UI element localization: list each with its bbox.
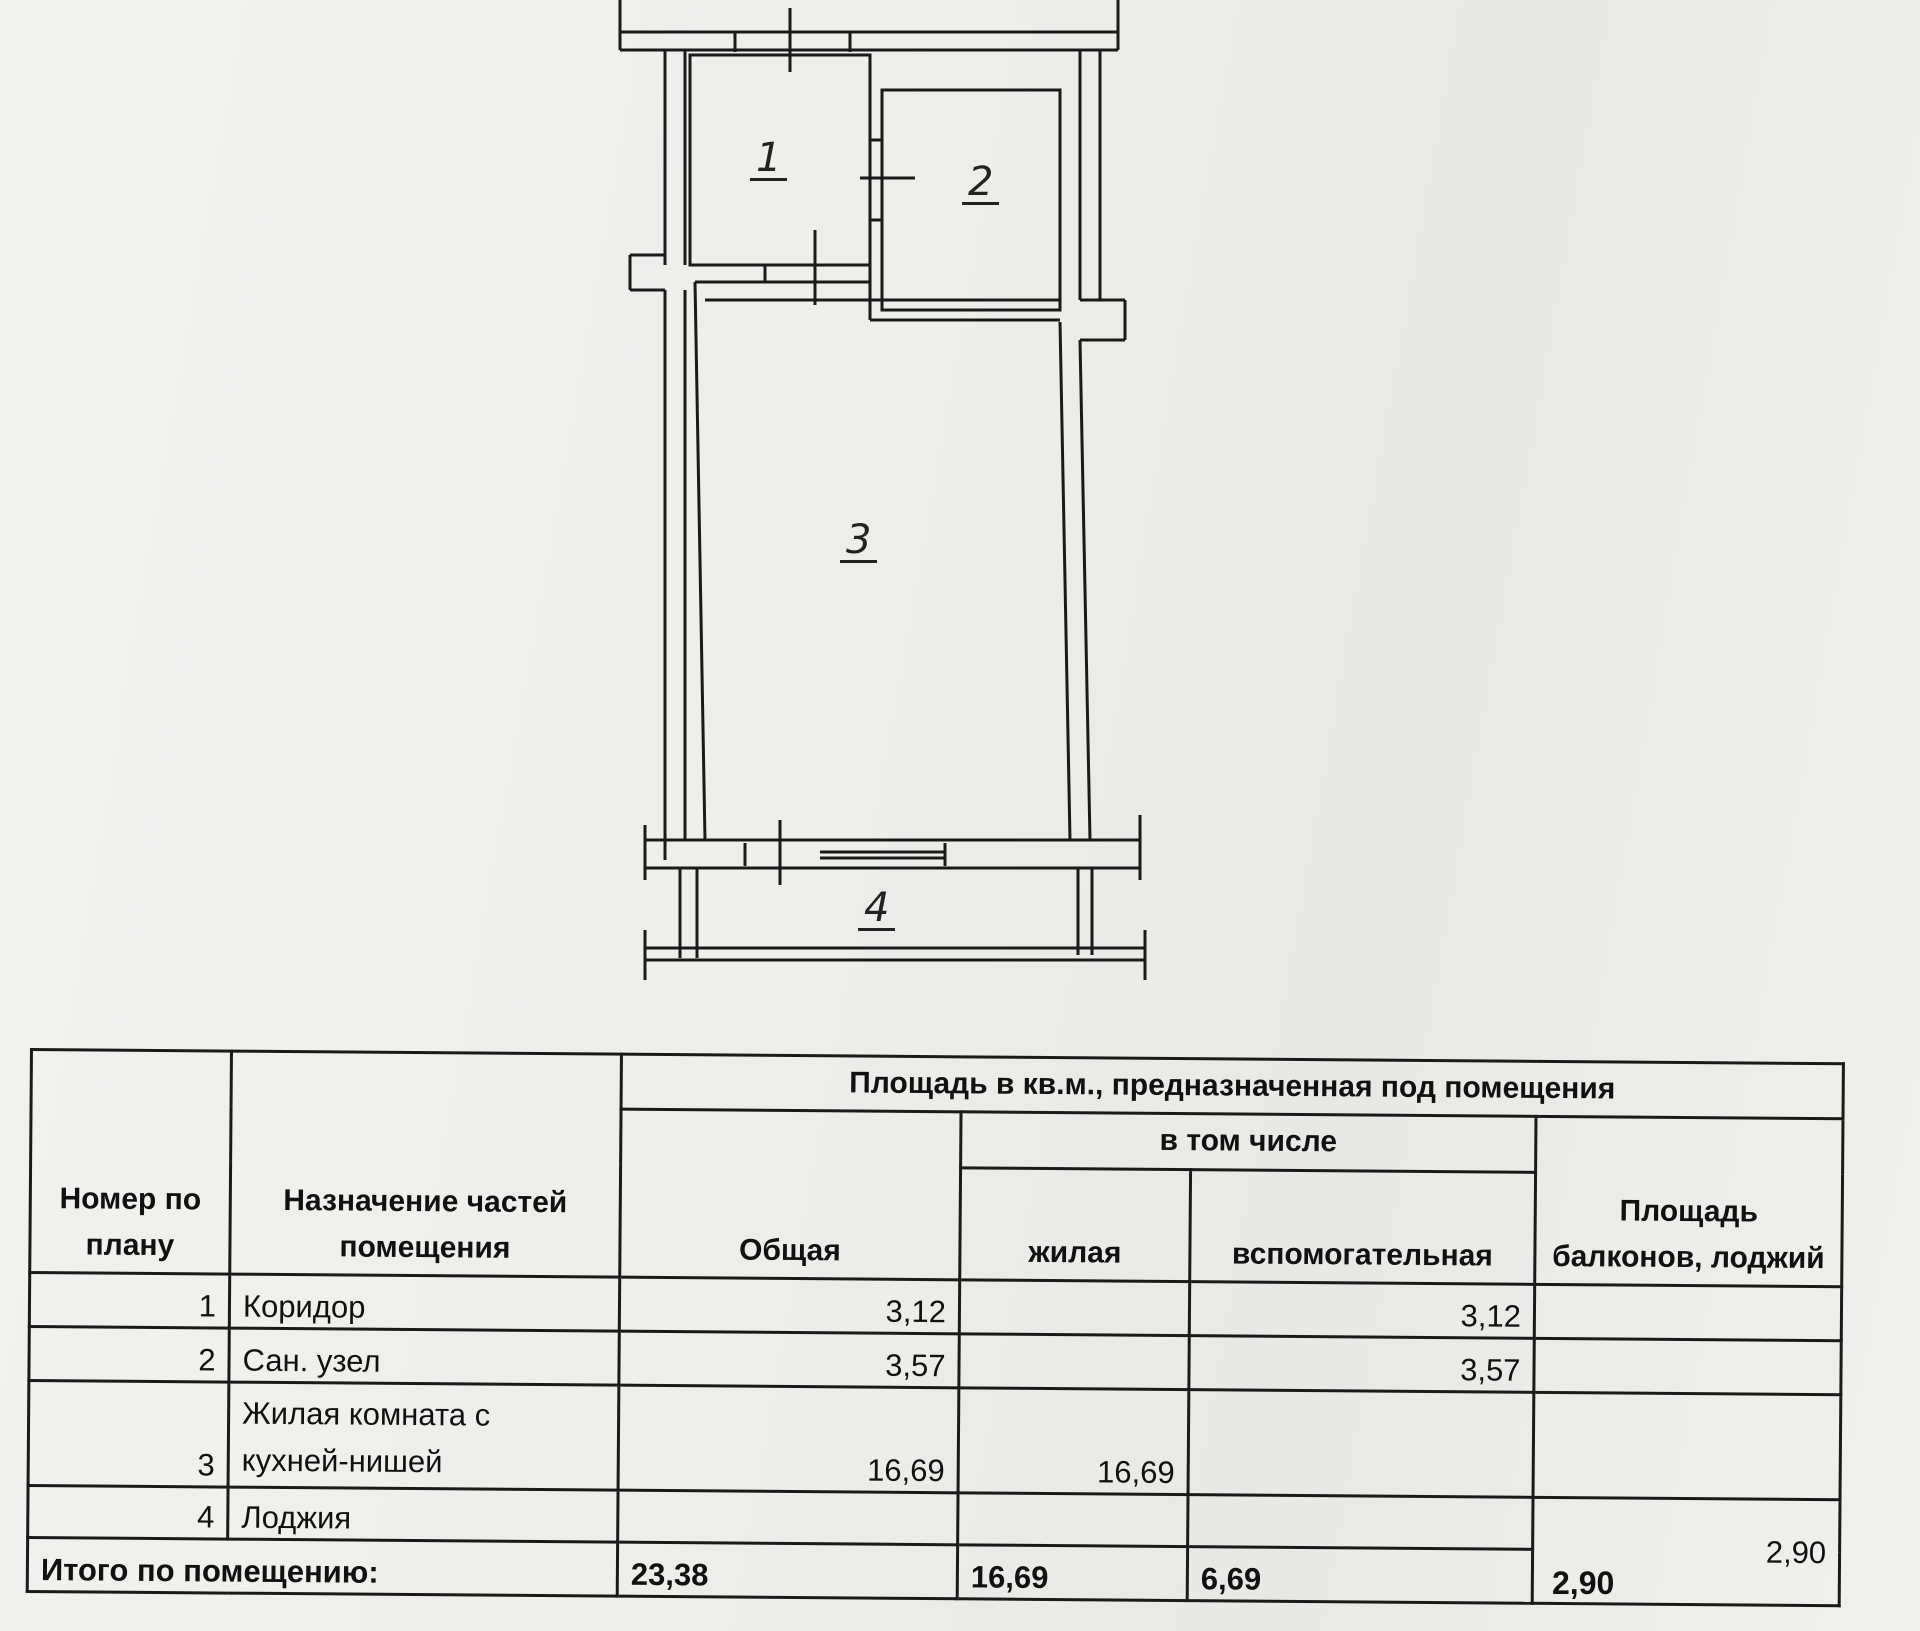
plan-room-label: 3	[840, 520, 877, 563]
cell-auxiliary	[1188, 1389, 1534, 1497]
explication-table	[26, 1048, 1845, 1607]
explication-table-wrap	[26, 1048, 1842, 1607]
totals-living: 16,69	[957, 1545, 1187, 1601]
totals-balcony: 2,90	[1552, 1565, 1615, 1601]
cell-auxiliary	[1188, 1495, 1533, 1550]
cell-name: Сан. узел	[229, 1328, 619, 1385]
plan-room-label: 2	[962, 162, 999, 205]
cell-living	[959, 1280, 1189, 1336]
cell-num: 4	[28, 1486, 228, 1539]
cell-living	[959, 1333, 1189, 1389]
plan-wall	[695, 282, 705, 840]
header-area-group: Площадь в кв.м., предназначенная под помещения	[621, 1054, 1843, 1119]
cell-num: 2	[29, 1326, 229, 1381]
cell-balcony	[1533, 1392, 1841, 1500]
cell-num: 1	[29, 1272, 229, 1327]
header-auxiliary: вспомогательная	[1190, 1169, 1536, 1284]
plan-wall	[1060, 322, 1070, 840]
cell-total	[618, 1490, 958, 1544]
header-living: жилая	[960, 1168, 1191, 1282]
cell-balcony	[1534, 1338, 1841, 1394]
cell-auxiliary: 3,57	[1189, 1335, 1534, 1392]
totals-auxiliary: 6,69	[1187, 1547, 1532, 1604]
cell-total: 16,69	[618, 1385, 959, 1493]
cell-total: 3,57	[619, 1331, 959, 1388]
header-incl: в том числе	[961, 1112, 1536, 1172]
header-number: Номер по плану	[30, 1050, 232, 1274]
plan-room-label: 4	[858, 888, 895, 931]
cell-total: 3,12	[619, 1277, 959, 1334]
plan-room-label: 1	[750, 138, 787, 181]
cell-name: Жилая комната с кухней-нишей	[228, 1382, 619, 1491]
cell-balcony: 2,90	[1532, 1498, 1840, 1606]
header-total: Общая	[620, 1110, 961, 1280]
cell-auxiliary: 3,12	[1189, 1281, 1534, 1338]
cell-num: 3	[28, 1380, 229, 1487]
cell-living	[958, 1493, 1188, 1547]
cell-name: Лоджия	[228, 1487, 618, 1542]
plan-wall	[1080, 340, 1090, 840]
header-purpose: Назначение частей помещения	[230, 1051, 622, 1277]
header-balcony: Площадь балконов, лоджий	[1535, 1117, 1843, 1287]
table-row	[28, 1380, 1841, 1500]
cell-balcony	[1534, 1284, 1841, 1340]
totals-label: Итого по помещению:	[27, 1538, 617, 1597]
cell-name: Коридор	[229, 1274, 619, 1331]
cell-living: 16,69	[958, 1387, 1189, 1495]
totals-total: 23,38	[617, 1542, 957, 1599]
